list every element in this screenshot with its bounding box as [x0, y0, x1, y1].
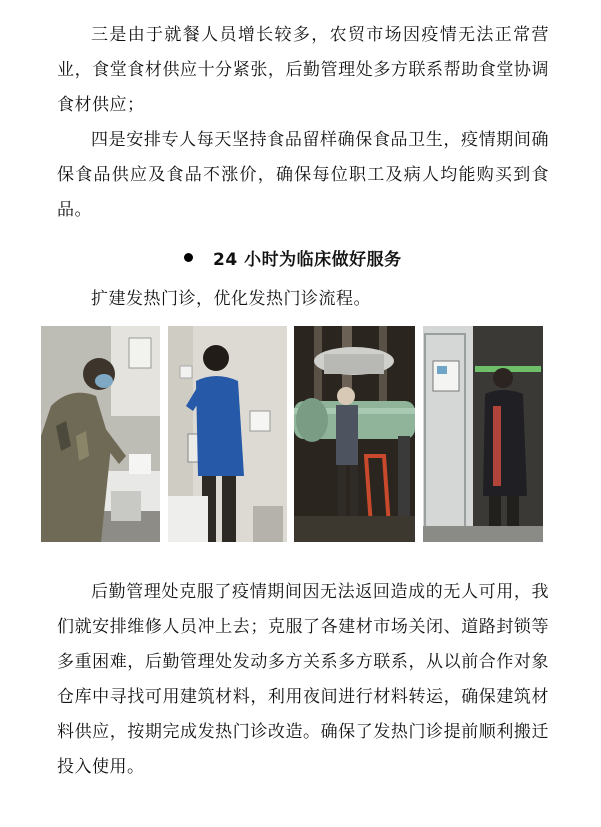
- photo-boiler-room-pipes: [294, 326, 415, 542]
- paragraph-fourth-measure: 四是安排专人每天坚持食品留样确保食品卫生，疫情期间确保食品供应及食品不涨价，确保每位职工及病人均能购买到食品。: [57, 130, 549, 220]
- section-heading-text: 24 小时为临床做好服务: [213, 250, 402, 270]
- bullet-dot: [184, 253, 193, 262]
- photo-worker-camouflage-sink: [41, 326, 160, 542]
- closing-paragraph: 后勤管理处克服了疫情期间因无法返回造成的无人可用，我们就安排维修人员冲上去；克服了各建材市场关闭、道路封锁等多重困难，后勤管理处发动多方关系多方联系，从以前合作对象仓库中寻找可用建筑材料，利用夜间进行材料转运，确保建筑材料供应，按期完成发热门诊改造。确保了发热门诊提前顺利搬迁投入使用。: [57, 582, 549, 777]
- section-intro: 扩建发热门诊，优化发热门诊流程。: [91, 289, 371, 309]
- paragraph-third-measure: 三是由于就餐人员增长较多，农贸市场因疫情无法正常营业，食堂食材供应十分紧张，后勤管理处多方联系帮助食堂协调食材供应；: [57, 25, 549, 115]
- photo-worker-blue-jacket-wall: [168, 326, 287, 542]
- section-heading: [184, 245, 402, 270]
- photo-worker-glass-door-panel: [423, 326, 543, 542]
